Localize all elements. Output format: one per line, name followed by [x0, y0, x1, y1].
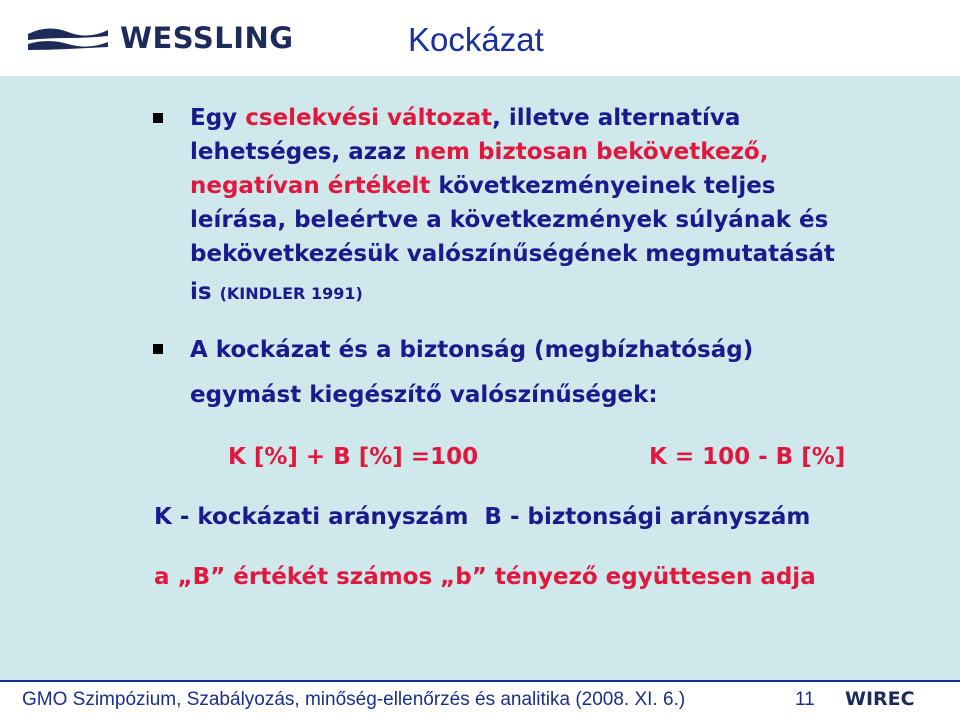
bullet-marker — [153, 113, 163, 123]
definitions-line: K - kockázati arányszám B - biztonsági arányszám — [154, 504, 811, 530]
conclusion-line: a „B” értékét számos „b” tényező együttesen adja — [154, 564, 816, 590]
slide-header — [0, 0, 960, 76]
footer-divider — [0, 680, 960, 682]
logo-text: WESSLING — [120, 21, 294, 55]
bullet-marker — [153, 344, 163, 354]
formula-left: K [%] + B [%] =100 — [228, 444, 479, 470]
wave-logo-icon — [26, 22, 110, 54]
bullet2-line1: A kockázat és a biztonság (megbízhatóság) — [190, 337, 754, 363]
wessling-logo — [26, 21, 294, 55]
bullet1-line6: is (KINDLER 1991) — [190, 279, 363, 305]
page-number: 11 — [795, 689, 815, 710]
footer-text: GMO Szimpózium, Szabályozás, minőség-ellenőrzés és analitika (2008. XI. 6.) — [22, 689, 686, 710]
formula-right: K = 100 - B [%] — [649, 444, 846, 470]
bullet1-line3: negatívan értékelt következményeinek teljes — [190, 173, 776, 199]
bullet1-line2: lehetséges, azaz nem biztosan bekövetkező, — [190, 139, 769, 165]
citation: (KINDLER 1991) — [219, 284, 363, 303]
bullet1-line4: leírása, beleértve a következmények súlyának és — [190, 207, 829, 233]
bullet2-line2: egymást kiegészítő valószínűségek: — [190, 382, 658, 408]
bullet1-line1: Egy cselekvési változat, illetve alternatíva — [190, 105, 741, 131]
slide-footer — [0, 680, 960, 716]
bullet1-line5: bekövetkezésük valószínűségének megmutatását — [190, 241, 835, 267]
slide-content — [0, 76, 960, 680]
slide-title: Kockázat — [408, 21, 544, 58]
wirec-logo: WIREC — [845, 688, 915, 710]
